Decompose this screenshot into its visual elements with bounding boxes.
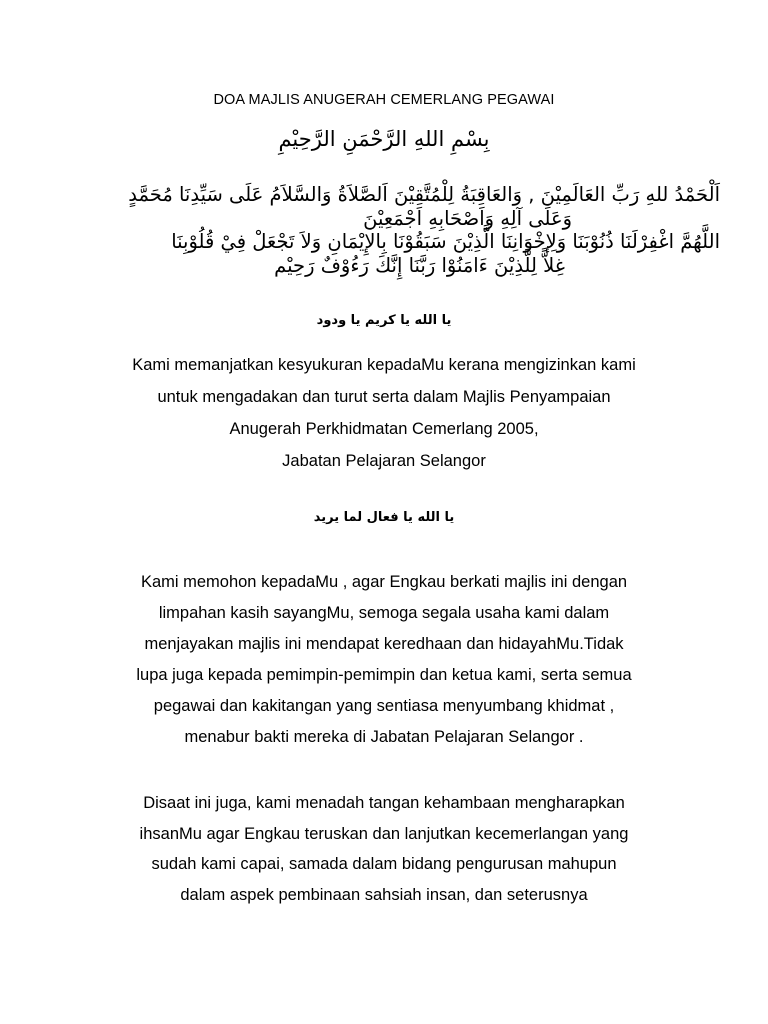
invocation-heading: يا الله يا فعال لما يريد <box>313 510 455 525</box>
paragraph-line: lupa juga kepada pemimpin-pemimpin dan ketua kami, serta semua <box>136 666 632 684</box>
paragraph-line: limpahan kasih sayangMu, semoga segala usaha kami dalam <box>158 604 610 622</box>
paragraph-line: sudah kami capai, samada dalam bidang pengurusan mahupun <box>151 855 617 873</box>
paragraph-line: menjayakan majlis ini mendapat keredhaan dan hidayahMu.Tidak <box>144 635 624 653</box>
invocation-heading: يا الله يا كريم يا ودود <box>316 313 452 328</box>
doa-line: غِلاًّ لِلَّذِيْنَ ءَامَنُوْا رَبَّنَا إِنَّكَ رَءُوْفٌ رَحِيْم <box>274 253 565 277</box>
paragraph-line: pegawai dan kakitangan yang sentiasa menyumbang khidmat , <box>153 697 615 715</box>
paragraph-hope <box>80 788 688 910</box>
paragraph-line: Disaat ini juga, kami menadah tangan kehambaan mengharapkan <box>143 794 625 812</box>
paragraph-request <box>80 567 688 753</box>
basmala-text: بِسْمِ اللهِ الرَّحْمَنِ الرَّحِيْمِ <box>278 127 490 151</box>
doa-line: اَلْحَمْدُ للهِ رَبِّ العَالَمِيْنَ , وَالعَاقِبَةُ لِلْمُتَّقِيْنَ اَلصَّلاَةُ وَالسَّلاَمُ عَلَى سَيِّدِنَا مُحَمَّدٍ <box>128 183 720 206</box>
arabic-doa-block <box>100 183 720 277</box>
paragraph-line: untuk mengadakan dan turut serta dalam Majlis Penyampaian <box>157 388 611 406</box>
document-title: DOA MAJLIS ANUGERAH CEMERLANG PEGAWAI <box>213 92 555 108</box>
doa-line: اللَّهُمَّ اغْفِرْلَنَا ذُنُوْبَنَا وَلِإخْوَانِنَا الَّذِيْنَ سَبَقُوْنَا بِالإِيْمَانِ وَلاَ تَجْعَلْ فِيْ قُلُوْبِنَا <box>171 230 720 253</box>
paragraph-line: Kami memanjatkan kesyukuran kepadaMu kerana mengizinkan kami <box>132 356 636 374</box>
paragraph-line: Kami memohon kepadaMu , agar Engkau berkati majlis ini dengan <box>140 573 628 591</box>
paragraph-line: menabur bakti mereka di Jabatan Pelajaran Selangor . <box>184 728 584 746</box>
paragraph-thanksgiving <box>80 349 688 477</box>
paragraph-line: Jabatan Pelajaran Selangor <box>282 452 486 470</box>
doa-line: وَعَلَى آلِهِ وَاَصْحَابِهِ اَجْمَعِيْنَ <box>363 206 572 230</box>
paragraph-line: ihsanMu agar Engkau teruskan dan lanjutkan kecemerlangan yang <box>139 824 629 843</box>
paragraph-line: Anugerah Perkhidmatan Cemerlang 2005, <box>229 420 539 438</box>
paragraph-line: dalam aspek pembinaan sahsiah insan, dan seterusnya <box>180 885 588 904</box>
